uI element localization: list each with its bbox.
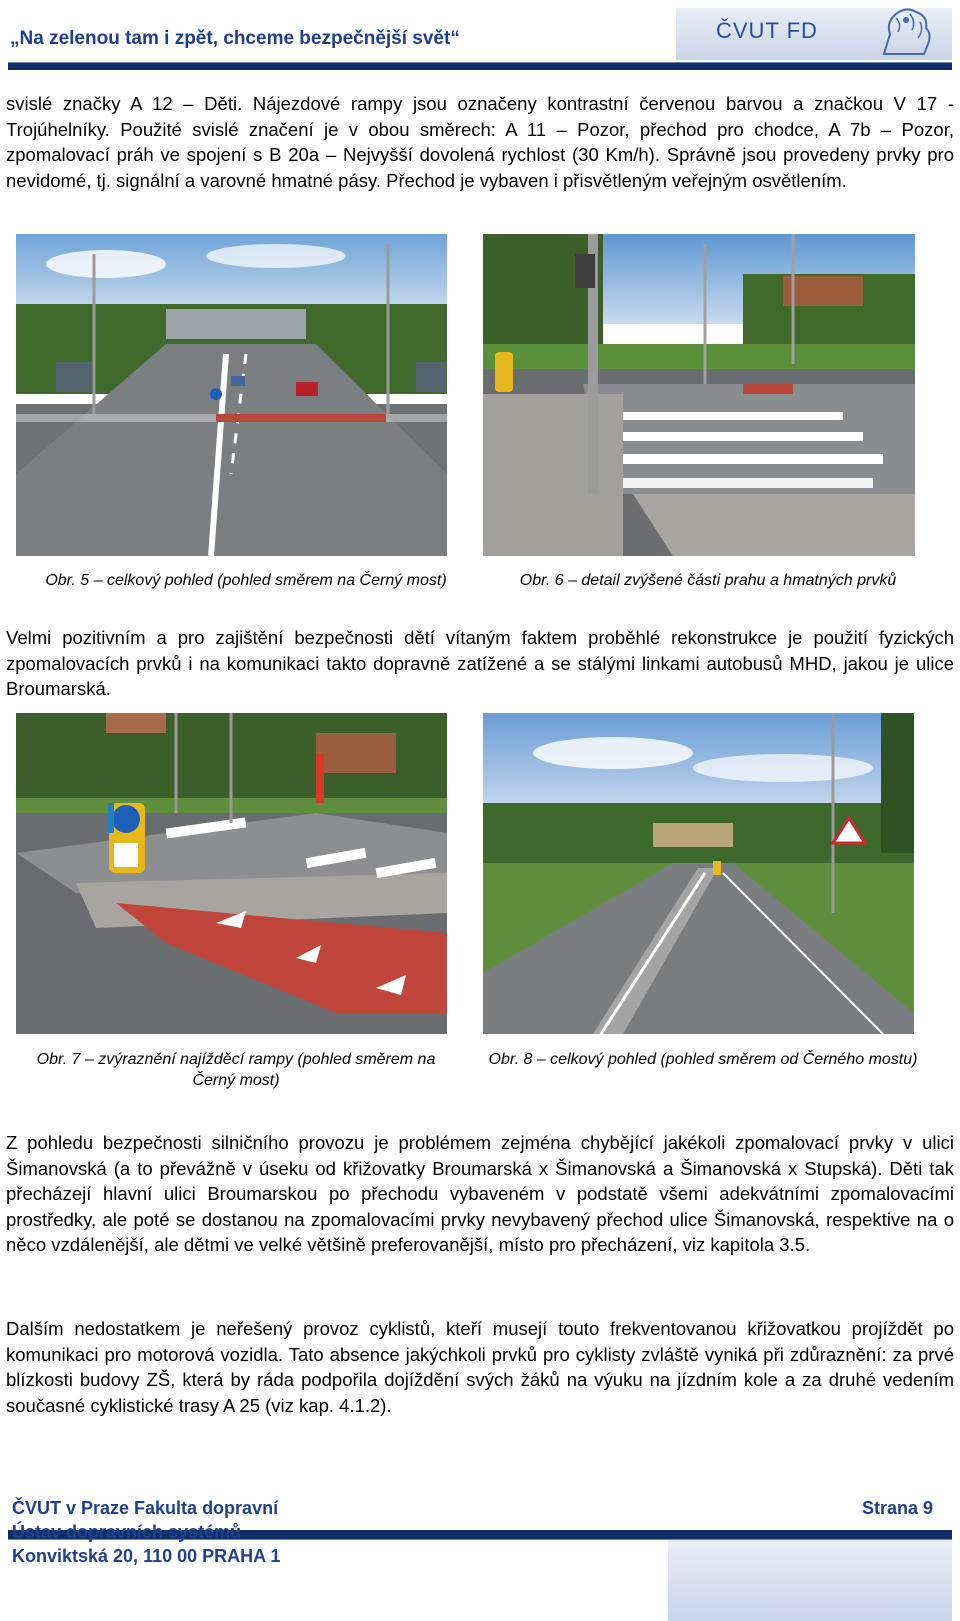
photo-obr5 xyxy=(16,234,447,556)
footer-address: Konviktská 20, 110 00 PRAHA 1 xyxy=(12,1546,281,1566)
caption-obr6: Obr. 6 – detail zvýšené části prahu a hmatných prvků xyxy=(519,572,897,589)
footer-faculty: ČVUT v Praze Fakulta dopravní xyxy=(12,1498,279,1518)
photo-obr6 xyxy=(483,234,915,556)
caption-obr5: Obr. 5 – celkový pohled (pohled směrem na Černý most) xyxy=(45,572,447,589)
paragraph-intro: svislé značky A 12 – Děti. Nájezdové rampy jsou označeny kontrastní červenou barvou a značkou V 17 - Trojúhelníky. Použité svislé značení je v obou směrech: A 11 – Pozor, přechod pro chodce, A 7b – Pozor, zpomalovací práh ve spojení s B 20a – Nejvyšší dovolená rychlost (30 Km/h). Správně jsou provedeny prvky pro nevidomé, tj. signální a varovné hmatné pásy. Přechod je vybaven i přisvětleným veřejným osvětlením. xyxy=(6,93,954,191)
paragraph-safety-problem: Z pohledu bezpečnosti silničního provozu je problémem zejména chybějící jakékoli zpomalovací prvky v ulici Šimanovská (a to převážně v úseku od křižovatky Broumarská x Šimanovská a Šimanovská x Stupská). Děti tak přecházejí hlavní ulici Broumarskou po přechodu vybaveném v podstatě všemi adekvátními zpomalovacími prostředky, ale poté se dostanou na zpomalovacími prvky nevybavený přechod ulice Šimanovská, respektive na o něco vzdálenější, ale dětmi ve velké většině preferovanější, místo pro přecházení, viz kapitola 3.5. xyxy=(6,1132,954,1255)
header-bar xyxy=(8,62,952,70)
lion-emblem-icon xyxy=(876,4,938,58)
caption-obr7: Obr. 7 – zvýraznění najížděcí rampy (pohled směrem na Černý most) xyxy=(36,1051,436,1089)
header-title: „Na zelenou tam i zpět, chceme bezpečnější svět“ xyxy=(10,28,460,49)
paragraph-reconstruction: Velmi pozitivním a pro zajištění bezpečnosti dětí vítaným faktem proběhlé rekonstrukce je použití fyzických zpomalovacích prvků i na komunikaci takto dopravně zatížené a se stálými linkami autobusů MHD, jakou je ulice Broumarská. xyxy=(6,627,954,699)
cvut-fd-logo: ČVUT FD xyxy=(716,18,818,43)
paragraph-cyclists: Dalším nedostatkem je neřešený provoz cyklistů, kteří musejí touto frekventovanou křižovatkou projíždět po komunikaci pro motorová vozidla. Tato absence jakýchkoli prvků pro cyklisty zvláště vyniká při zdůraznění: za prvé blízkosti budovy ZŠ, která by ráda podpořila dojíždění svých žáků na výuku na jízdním kole a za druhé vedením současné cyklistické trasy A 25 (viz kap. 4.1.2). xyxy=(6,1318,954,1416)
footer-band xyxy=(668,1540,952,1621)
photo-obr8 xyxy=(483,713,914,1034)
page-number: Strana 9 xyxy=(862,1498,934,1518)
page-header xyxy=(8,0,952,72)
caption-obr8: Obr. 8 – celkový pohled (pohled směrem od Černého mostu) xyxy=(488,1051,918,1068)
photo-obr7 xyxy=(16,713,447,1034)
footer-department: Ústav dopravních systémů xyxy=(12,1522,242,1542)
